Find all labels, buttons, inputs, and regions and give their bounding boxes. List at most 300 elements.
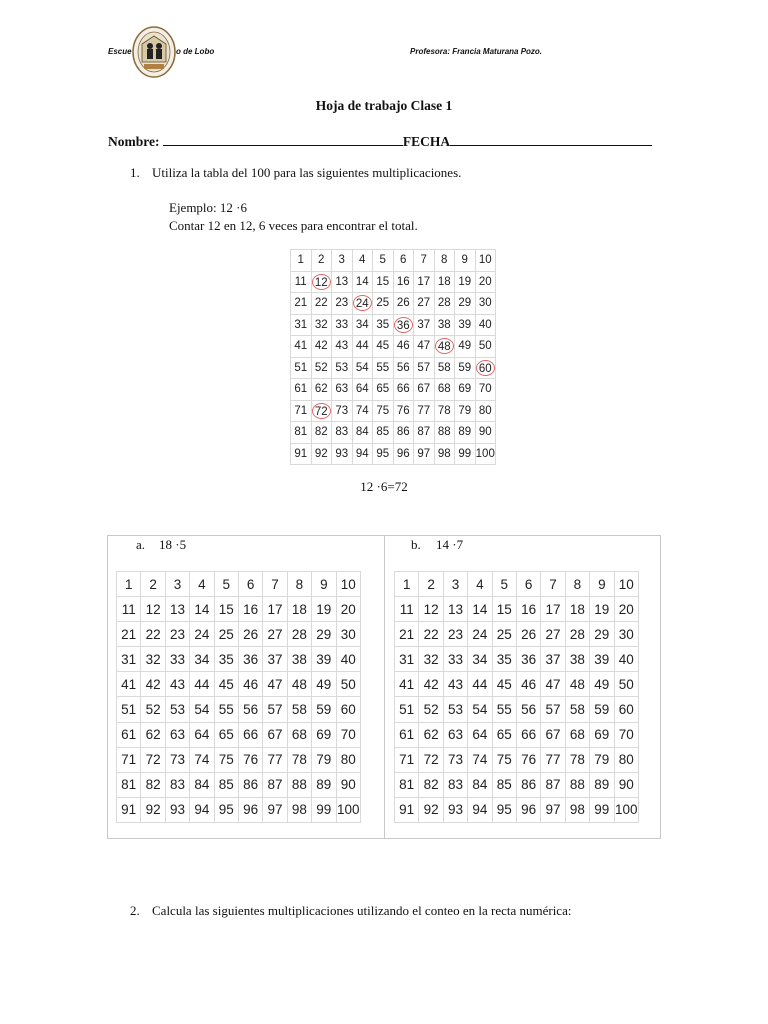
chart-cell-89: 89 xyxy=(312,772,336,797)
chart-cell-74: 74 xyxy=(190,747,214,772)
chart-cell-43: 43 xyxy=(332,336,353,358)
chart-cell-6: 6 xyxy=(516,572,540,597)
chart-cell-54: 54 xyxy=(468,697,492,722)
chart-cell-51: 51 xyxy=(291,357,312,379)
chart-cell-24 xyxy=(352,293,373,315)
chart-cell-51: 51 xyxy=(395,697,419,722)
chart-cell-49: 49 xyxy=(590,672,614,697)
chart-cell-46: 46 xyxy=(393,336,414,358)
chart-cell-24: 24 xyxy=(468,622,492,647)
chart-cell-7: 7 xyxy=(263,572,287,597)
school-logo xyxy=(132,26,176,78)
chart-cell-53: 53 xyxy=(165,697,189,722)
chart-cell-72: 72 xyxy=(141,747,165,772)
example-label: Ejemplo: 12 ·6 xyxy=(169,200,247,215)
chart-row xyxy=(291,400,496,422)
chart-cell-34: 34 xyxy=(352,314,373,336)
chart-cell-12: 12 xyxy=(141,597,165,622)
chart-cell-94: 94 xyxy=(352,443,373,465)
chart-cell-76: 76 xyxy=(516,747,540,772)
chart-cell-3: 3 xyxy=(332,250,353,272)
chart-cell-9: 9 xyxy=(455,250,476,272)
chart-cell-100: 100 xyxy=(336,797,360,822)
chart-cell-48: 48 xyxy=(565,672,589,697)
chart-cell-65: 65 xyxy=(492,722,516,747)
chart-cell-20: 20 xyxy=(614,597,638,622)
chart-cell-33: 33 xyxy=(443,647,467,672)
chart-cell-25: 25 xyxy=(214,622,238,647)
chart-cell-11: 11 xyxy=(291,271,312,293)
chart-cell-71: 71 xyxy=(395,747,419,772)
chart-cell-58: 58 xyxy=(434,357,455,379)
chart-cell-22: 22 xyxy=(141,622,165,647)
chart-cell-97: 97 xyxy=(414,443,435,465)
chart-cell-49: 49 xyxy=(455,336,476,358)
chart-cell-10: 10 xyxy=(614,572,638,597)
example-hundred-chart xyxy=(290,249,496,465)
chart-cell-81: 81 xyxy=(395,772,419,797)
chart-row xyxy=(395,622,639,647)
chart-cell-35: 35 xyxy=(492,647,516,672)
chart-cell-60: 60 xyxy=(614,697,638,722)
chart-cell-17: 17 xyxy=(414,271,435,293)
chart-cell-44: 44 xyxy=(190,672,214,697)
chart-cell-11: 11 xyxy=(117,597,141,622)
chart-row xyxy=(395,572,639,597)
chart-cell-60 xyxy=(475,357,496,379)
chart-row xyxy=(117,697,361,722)
chart-cell-20: 20 xyxy=(475,271,496,293)
chart-cell-38: 38 xyxy=(434,314,455,336)
chart-cell-78: 78 xyxy=(287,747,311,772)
chart-cell-89: 89 xyxy=(455,422,476,444)
chart-cell-40: 40 xyxy=(475,314,496,336)
chart-cell-84: 84 xyxy=(468,772,492,797)
chart-cell-66: 66 xyxy=(393,379,414,401)
chart-cell-85: 85 xyxy=(492,772,516,797)
exercise-b-letter: b. xyxy=(411,537,421,552)
chart-cell-46: 46 xyxy=(238,672,262,697)
chart-cell-75: 75 xyxy=(492,747,516,772)
chart-cell-8: 8 xyxy=(287,572,311,597)
chart-cell-48: 48 xyxy=(287,672,311,697)
chart-cell-76: 76 xyxy=(238,747,262,772)
chart-cell-82: 82 xyxy=(141,772,165,797)
chart-cell-88: 88 xyxy=(565,772,589,797)
chart-cell-4: 4 xyxy=(468,572,492,597)
chart-cell-73: 73 xyxy=(332,400,353,422)
chart-cell-36: 36 xyxy=(238,647,262,672)
chart-cell-28: 28 xyxy=(565,622,589,647)
chart-row xyxy=(117,797,361,822)
chart-cell-78: 78 xyxy=(565,747,589,772)
item2-text: Calcula las siguientes multiplicaciones utilizando el conteo en la recta numérica: xyxy=(152,903,572,918)
chart-row xyxy=(117,647,361,672)
chart-cell-21: 21 xyxy=(291,293,312,315)
chart-cell-23: 23 xyxy=(332,293,353,315)
teacher-name: Profesora: Francia Maturana Pozo. xyxy=(410,47,543,56)
chart-cell-5: 5 xyxy=(373,250,394,272)
chart-cell-72: 72 xyxy=(419,747,443,772)
chart-cell-86: 86 xyxy=(516,772,540,797)
chart-cell-61: 61 xyxy=(117,722,141,747)
chart-cell-92: 92 xyxy=(419,797,443,822)
item1-number: 1. xyxy=(130,165,140,180)
chart-cell-22: 22 xyxy=(419,622,443,647)
chart-cell-14: 14 xyxy=(468,597,492,622)
chart-cell-62: 62 xyxy=(419,722,443,747)
chart-cell-56: 56 xyxy=(393,357,414,379)
chart-cell-24: 24 xyxy=(190,622,214,647)
chart-cell-28: 28 xyxy=(287,622,311,647)
chart-cell-2: 2 xyxy=(419,572,443,597)
chart-cell-80: 80 xyxy=(614,747,638,772)
chart-cell-66: 66 xyxy=(238,722,262,747)
chart-cell-59: 59 xyxy=(455,357,476,379)
exercise-b-expression: 14 ·7 xyxy=(436,537,464,552)
chart-cell-68: 68 xyxy=(287,722,311,747)
chart-row xyxy=(395,772,639,797)
chart-cell-29: 29 xyxy=(455,293,476,315)
chart-cell-53: 53 xyxy=(332,357,353,379)
item2-number: 2. xyxy=(130,903,140,918)
chart-cell-47: 47 xyxy=(541,672,565,697)
chart-cell-69: 69 xyxy=(590,722,614,747)
chart-cell-42: 42 xyxy=(419,672,443,697)
chart-cell-37: 37 xyxy=(541,647,565,672)
chart-cell-77: 77 xyxy=(414,400,435,422)
chart-cell-4: 4 xyxy=(190,572,214,597)
chart-cell-52: 52 xyxy=(311,357,332,379)
fecha-label: FECHA xyxy=(402,134,451,149)
chart-cell-37: 37 xyxy=(414,314,435,336)
chart-cell-8: 8 xyxy=(434,250,455,272)
chart-cell-46: 46 xyxy=(516,672,540,697)
chart-cell-31: 31 xyxy=(395,647,419,672)
chart-cell-90: 90 xyxy=(336,772,360,797)
chart-cell-51: 51 xyxy=(117,697,141,722)
chart-cell-82: 82 xyxy=(311,422,332,444)
chart-cell-7: 7 xyxy=(414,250,435,272)
chart-cell-99: 99 xyxy=(312,797,336,822)
chart-cell-62: 62 xyxy=(141,722,165,747)
chart-cell-18: 18 xyxy=(287,597,311,622)
chart-cell-70: 70 xyxy=(614,722,638,747)
chart-cell-65: 65 xyxy=(373,379,394,401)
chart-cell-18: 18 xyxy=(434,271,455,293)
chart-cell-21: 21 xyxy=(117,622,141,647)
chart-cell-6: 6 xyxy=(393,250,414,272)
chart-cell-54: 54 xyxy=(190,697,214,722)
chart-cell-56: 56 xyxy=(238,697,262,722)
nombre-field[interactable] xyxy=(163,133,403,146)
school-name-left: Escue xyxy=(108,47,132,56)
chart-cell-98: 98 xyxy=(287,797,311,822)
chart-cell-56: 56 xyxy=(516,697,540,722)
chart-cell-43: 43 xyxy=(443,672,467,697)
chart-cell-55: 55 xyxy=(492,697,516,722)
chart-cell-77: 77 xyxy=(541,747,565,772)
chart-cell-50: 50 xyxy=(336,672,360,697)
chart-cell-94: 94 xyxy=(468,797,492,822)
chart-cell-96: 96 xyxy=(516,797,540,822)
chart-cell-42: 42 xyxy=(141,672,165,697)
chart-cell-40: 40 xyxy=(614,647,638,672)
chart-cell-41: 41 xyxy=(395,672,419,697)
school-name-right: o de Lobo xyxy=(176,47,215,56)
chart-cell-12 xyxy=(311,271,332,293)
chart-cell-58: 58 xyxy=(287,697,311,722)
chart-cell-14: 14 xyxy=(352,271,373,293)
chart-cell-45: 45 xyxy=(373,336,394,358)
chart-cell-93: 93 xyxy=(443,797,467,822)
chart-row xyxy=(291,422,496,444)
chart-cell-69: 69 xyxy=(455,379,476,401)
chart-cell-58: 58 xyxy=(565,697,589,722)
chart-cell-90: 90 xyxy=(614,772,638,797)
chart-row xyxy=(117,747,361,772)
chart-cell-88: 88 xyxy=(287,772,311,797)
chart-cell-87: 87 xyxy=(263,772,287,797)
chart-cell-55: 55 xyxy=(373,357,394,379)
exercise-a-hundred-chart[interactable] xyxy=(116,571,361,823)
chart-cell-100: 100 xyxy=(614,797,638,822)
chart-cell-3: 3 xyxy=(165,572,189,597)
chart-row xyxy=(395,672,639,697)
chart-cell-34: 34 xyxy=(468,647,492,672)
chart-cell-30: 30 xyxy=(336,622,360,647)
nombre-label: Nombre: xyxy=(108,134,160,149)
chart-cell-63: 63 xyxy=(165,722,189,747)
chart-cell-45: 45 xyxy=(214,672,238,697)
chart-cell-94: 94 xyxy=(190,797,214,822)
chart-cell-8: 8 xyxy=(565,572,589,597)
chart-cell-92: 92 xyxy=(311,443,332,465)
chart-cell-84: 84 xyxy=(352,422,373,444)
worksheet-title: Hoja de trabajo Clase 1 xyxy=(315,98,453,113)
chart-cell-95: 95 xyxy=(492,797,516,822)
chart-cell-3: 3 xyxy=(443,572,467,597)
chart-row xyxy=(395,797,639,822)
chart-cell-87: 87 xyxy=(414,422,435,444)
chart-cell-19: 19 xyxy=(455,271,476,293)
chart-row xyxy=(291,443,496,465)
chart-cell-13: 13 xyxy=(165,597,189,622)
chart-cell-84: 84 xyxy=(190,772,214,797)
chart-cell-44: 44 xyxy=(352,336,373,358)
chart-cell-13: 13 xyxy=(443,597,467,622)
chart-cell-41: 41 xyxy=(117,672,141,697)
chart-row xyxy=(395,597,639,622)
chart-cell-19: 19 xyxy=(590,597,614,622)
chart-cell-75: 75 xyxy=(373,400,394,422)
chart-cell-25: 25 xyxy=(373,293,394,315)
chart-cell-35: 35 xyxy=(373,314,394,336)
chart-cell-95: 95 xyxy=(373,443,394,465)
chart-cell-23: 23 xyxy=(443,622,467,647)
chart-row xyxy=(291,357,496,379)
exercise-box-divider xyxy=(384,535,385,839)
chart-cell-5: 5 xyxy=(492,572,516,597)
chart-cell-39: 39 xyxy=(590,647,614,672)
chart-cell-1: 1 xyxy=(395,572,419,597)
chart-row xyxy=(395,747,639,772)
chart-row xyxy=(117,597,361,622)
chart-cell-52: 52 xyxy=(419,697,443,722)
chart-cell-29: 29 xyxy=(312,622,336,647)
chart-cell-59: 59 xyxy=(590,697,614,722)
chart-cell-17: 17 xyxy=(541,597,565,622)
chart-cell-43: 43 xyxy=(165,672,189,697)
chart-cell-16: 16 xyxy=(516,597,540,622)
chart-cell-73: 73 xyxy=(443,747,467,772)
chart-cell-35: 35 xyxy=(214,647,238,672)
chart-cell-92: 92 xyxy=(141,797,165,822)
chart-cell-95: 95 xyxy=(214,797,238,822)
chart-cell-81: 81 xyxy=(117,772,141,797)
chart-cell-28: 28 xyxy=(434,293,455,315)
circled-number: 12 xyxy=(312,274,331,290)
chart-cell-98: 98 xyxy=(565,797,589,822)
chart-row xyxy=(291,271,496,293)
example-result: 12 ·6=72 xyxy=(360,479,408,494)
exercise-b-hundred-chart[interactable] xyxy=(394,571,639,823)
chart-cell-78: 78 xyxy=(434,400,455,422)
chart-cell-33: 33 xyxy=(332,314,353,336)
chart-cell-39: 39 xyxy=(455,314,476,336)
chart-cell-74: 74 xyxy=(352,400,373,422)
chart-cell-32: 32 xyxy=(419,647,443,672)
chart-cell-71: 71 xyxy=(291,400,312,422)
chart-cell-27: 27 xyxy=(263,622,287,647)
chart-cell-27: 27 xyxy=(541,622,565,647)
chart-cell-16: 16 xyxy=(238,597,262,622)
chart-cell-81: 81 xyxy=(291,422,312,444)
chart-cell-17: 17 xyxy=(263,597,287,622)
chart-cell-64: 64 xyxy=(468,722,492,747)
chart-cell-38: 38 xyxy=(565,647,589,672)
circled-number: 72 xyxy=(312,403,331,419)
chart-cell-86: 86 xyxy=(393,422,414,444)
chart-cell-67: 67 xyxy=(414,379,435,401)
chart-cell-59: 59 xyxy=(312,697,336,722)
chart-cell-69: 69 xyxy=(312,722,336,747)
chart-cell-71: 71 xyxy=(117,747,141,772)
chart-cell-31: 31 xyxy=(117,647,141,672)
chart-cell-30: 30 xyxy=(614,622,638,647)
chart-cell-32: 32 xyxy=(141,647,165,672)
chart-cell-19: 19 xyxy=(312,597,336,622)
chart-cell-91: 91 xyxy=(117,797,141,822)
chart-cell-18: 18 xyxy=(565,597,589,622)
chart-cell-50: 50 xyxy=(614,672,638,697)
chart-cell-70: 70 xyxy=(475,379,496,401)
chart-cell-55: 55 xyxy=(214,697,238,722)
chart-cell-40: 40 xyxy=(336,647,360,672)
chart-cell-25: 25 xyxy=(492,622,516,647)
chart-cell-93: 93 xyxy=(332,443,353,465)
chart-cell-93: 93 xyxy=(165,797,189,822)
exercise-a-letter: a. xyxy=(136,537,146,552)
chart-cell-57: 57 xyxy=(414,357,435,379)
chart-cell-11: 11 xyxy=(395,597,419,622)
chart-cell-77: 77 xyxy=(263,747,287,772)
chart-cell-12: 12 xyxy=(419,597,443,622)
chart-cell-21: 21 xyxy=(395,622,419,647)
chart-cell-63: 63 xyxy=(332,379,353,401)
chart-row xyxy=(291,314,496,336)
chart-cell-99: 99 xyxy=(455,443,476,465)
chart-cell-88: 88 xyxy=(434,422,455,444)
chart-cell-74: 74 xyxy=(468,747,492,772)
chart-cell-63: 63 xyxy=(443,722,467,747)
chart-cell-98: 98 xyxy=(434,443,455,465)
chart-cell-70: 70 xyxy=(336,722,360,747)
chart-cell-38: 38 xyxy=(287,647,311,672)
chart-cell-9: 9 xyxy=(312,572,336,597)
chart-cell-53: 53 xyxy=(443,697,467,722)
chart-cell-66: 66 xyxy=(516,722,540,747)
chart-cell-52: 52 xyxy=(141,697,165,722)
chart-cell-76: 76 xyxy=(393,400,414,422)
chart-cell-50: 50 xyxy=(475,336,496,358)
chart-cell-67: 67 xyxy=(541,722,565,747)
chart-row xyxy=(117,722,361,747)
chart-cell-61: 61 xyxy=(395,722,419,747)
chart-cell-23: 23 xyxy=(165,622,189,647)
chart-cell-42: 42 xyxy=(311,336,332,358)
circled-number: 60 xyxy=(476,360,495,376)
chart-row xyxy=(395,647,639,672)
chart-cell-89: 89 xyxy=(590,772,614,797)
chart-cell-85: 85 xyxy=(214,772,238,797)
chart-cell-87: 87 xyxy=(541,772,565,797)
chart-cell-64: 64 xyxy=(190,722,214,747)
chart-cell-96: 96 xyxy=(238,797,262,822)
chart-cell-22: 22 xyxy=(311,293,332,315)
chart-cell-26: 26 xyxy=(238,622,262,647)
example-explanation: Contar 12 en 12, 6 veces para encontrar el total. xyxy=(169,218,418,233)
chart-cell-90: 90 xyxy=(475,422,496,444)
chart-row xyxy=(395,697,639,722)
chart-cell-7: 7 xyxy=(541,572,565,597)
chart-cell-27: 27 xyxy=(414,293,435,315)
chart-cell-34: 34 xyxy=(190,647,214,672)
chart-cell-54: 54 xyxy=(352,357,373,379)
chart-cell-60: 60 xyxy=(336,697,360,722)
chart-cell-83: 83 xyxy=(165,772,189,797)
exercise-a-expression: 18 ·5 xyxy=(159,537,187,552)
chart-row xyxy=(291,250,496,272)
chart-cell-36: 36 xyxy=(516,647,540,672)
chart-cell-85: 85 xyxy=(373,422,394,444)
chart-cell-75: 75 xyxy=(214,747,238,772)
chart-cell-14: 14 xyxy=(190,597,214,622)
chart-row xyxy=(117,672,361,697)
chart-cell-44: 44 xyxy=(468,672,492,697)
chart-cell-64: 64 xyxy=(352,379,373,401)
chart-cell-67: 67 xyxy=(263,722,287,747)
name-date-row xyxy=(108,133,652,150)
chart-cell-82: 82 xyxy=(419,772,443,797)
chart-cell-6: 6 xyxy=(238,572,262,597)
chart-cell-91: 91 xyxy=(291,443,312,465)
chart-cell-15: 15 xyxy=(373,271,394,293)
chart-cell-26: 26 xyxy=(393,293,414,315)
fecha-field[interactable] xyxy=(450,133,652,146)
chart-row xyxy=(291,379,496,401)
chart-row xyxy=(117,772,361,797)
